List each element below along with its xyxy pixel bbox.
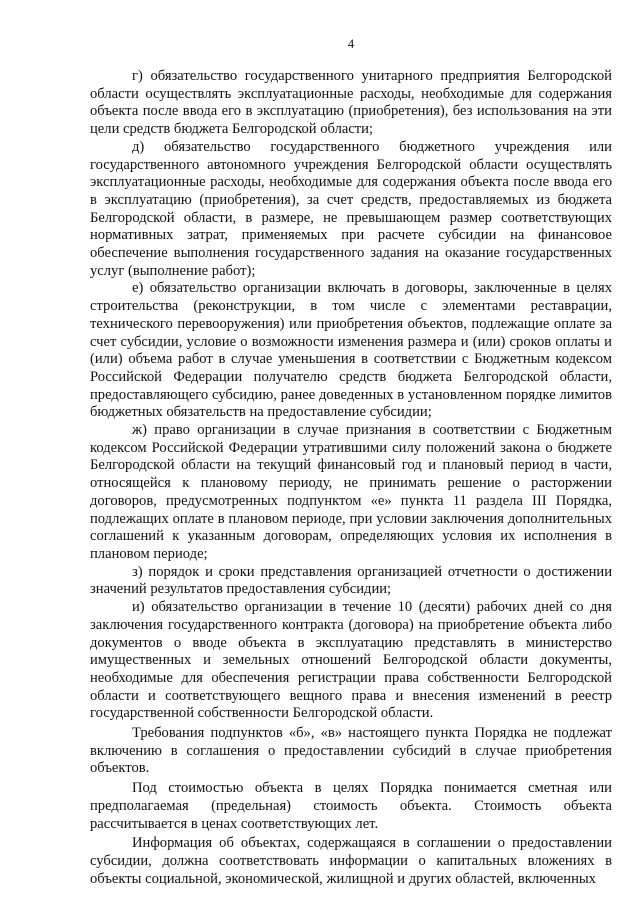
paragraph-cost-definition: Под стоимостью объекта в целях Порядка понимается сметная или предполагаемая (предельная) стоимость объекта. Стоимость объекта рассчитывается в ценах соответствующих лет.	[90, 780, 612, 832]
paragraph-information: Информация об объектах, содержащаяся в соглашении о предоставлении субсидии, должна соответствовать информации о капитальных вложениях в объекты социальной, экономической, жилищной и других областей, включенных	[90, 835, 612, 887]
paragraph-i: и) обязательство организации в течение 10 (десяти) рабочих дней со дня заключения государственного контракта (договора) на приобретение объекта либо документов о вводе объекта в эксплуатацию представлять в министерство имущественных и земельных отношений Белгородской области документы, необходимые для обеспечения регистрации права собственности Белгородской области и соответствующего вещного права и внесения изменений в реестр государственной собственности Белгородской области.	[90, 599, 612, 722]
page-number: 4	[347, 37, 355, 51]
paragraph-g: г) обязательство государственного унитарного предприятия Белгородской области осуществлять эксплуатационные расходы, необходимые для содержания объекта после ввода его в эксплуатацию (приобретения), без использования на эти цели средств бюджета Белгородской области;	[90, 68, 612, 138]
paragraph-zh: ж) право организации в случае признания в соответствии с Бюджетным кодексом Российской Федерации утратившими силу положений закона о бюджете Белгородской области на текущий финансовый год и плановый период в части, относящейся к плановому периоду, не принимать решение о расторжении договоров, предусмотренных подпунктом «е» пункта 11 раздела III Порядка, подлежащих оплате в плановом периоде, при условии заключения дополнительных соглашений к указанным договорам, определяющих условия их исполнения в плановом периоде;	[90, 422, 612, 562]
paragraph-e: е) обязательство организации включать в договоры, заключенные в целях строительства (реконструкции, в том числе с элементами реставрации, технического перевооружения) или приобретения объектов, подлежащие оплате за счет субсидии, условие о возможности изменения размера и (или) сроков оплаты и (или) объема работ в случае уменьшения в соответствии с Бюджетным кодексом Российской Федерации получателю средств бюджета Белгородской области, предоставляющего субсидию, ранее доведенных в установленном порядке лимитов бюджетных обязательств на предоставление субсидии;	[90, 280, 612, 421]
document-body	[90, 68, 612, 888]
paragraph-d: д) обязательство государственного бюджетного учреждения или государственного автономного учреждения Белгородской области осуществлять эксплуатационные расходы, необходимые для содержания объекта после ввода его в эксплуатацию (приобретения), за счет средств, предоставляемых из бюджета Белгородской области, в размере, не превышающем размер соответствующих нормативных затрат, применяемых при расчете субсидии на финансовое обеспечение выполнения государственного задания на оказание государственных услуг (выполнение работ);	[90, 138, 612, 279]
paragraph-requirements: Требования подпунктов «б», «в» настоящего пункта Порядка не подлежат включению в соглашения о предоставлении субсидий в случае приобретения объектов.	[90, 725, 612, 777]
paragraph-z: з) порядок и сроки представления организацией отчетности о достижении значений результатов предоставления субсидии;	[90, 563, 612, 598]
